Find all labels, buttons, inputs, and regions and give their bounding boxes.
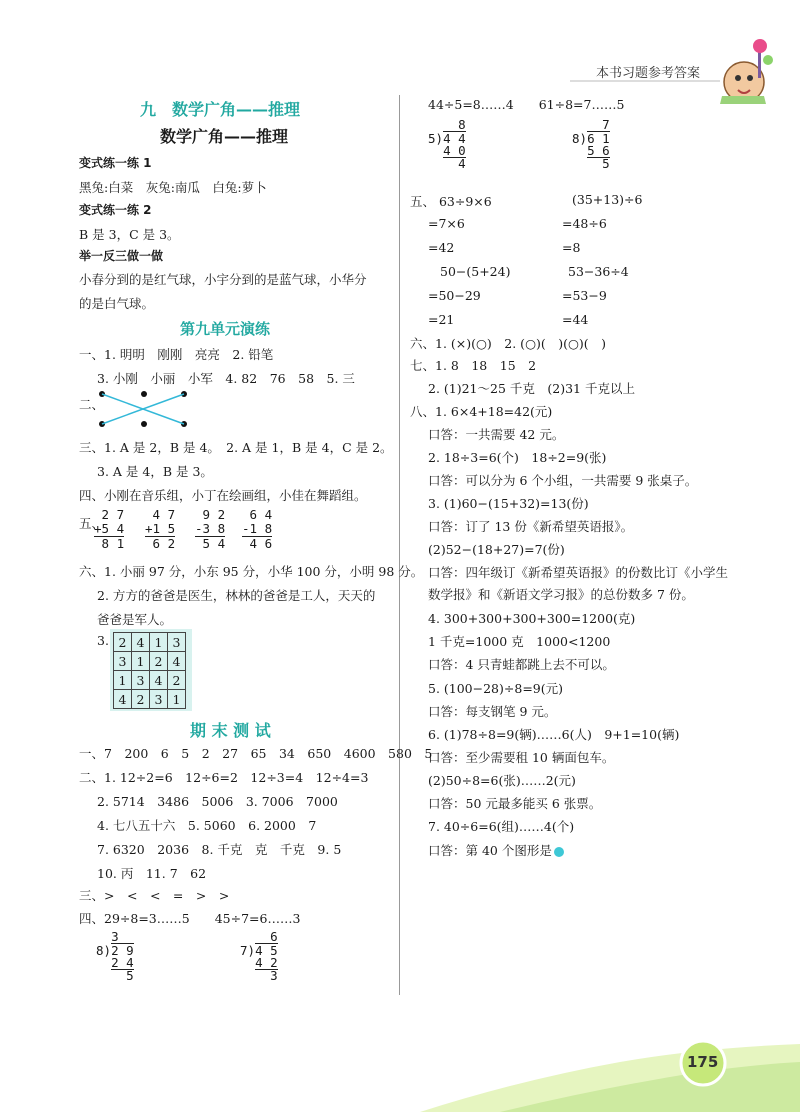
f2-line-2: 2. 5714 3486 5006 3. 7006 7000: [97, 794, 338, 809]
calc-top: 2 7: [101, 507, 125, 522]
f2-line-1: 二、1. 12÷2=6 12÷6=2 12÷3=4 12÷4=3: [79, 770, 369, 785]
number-grid: [113, 632, 186, 709]
r8-line-14: 口答：每支钢笔 9 元。: [428, 704, 557, 719]
calc-result: 6 2: [145, 536, 175, 551]
r5-b3: =8: [562, 240, 581, 255]
u1-line-1: 一、1. 明明 刚刚 亮亮 2. 铅笔: [79, 347, 274, 362]
u1-line-2: 3. 小刚 小丽 小军 4. 82 76 58 5. 三: [97, 371, 355, 386]
long-division-3: 8 5)4 4 4 0 4: [428, 117, 466, 171]
f2-line-4: 7. 6320 2036 8. 千克 克 千克 9. 5: [97, 842, 342, 857]
product: 4 0: [443, 143, 466, 158]
unit-title: 第九单元演练: [180, 320, 271, 338]
f4-line: 四、29÷8=3……5 45÷7=6……3: [79, 911, 301, 926]
remainder: 4: [458, 156, 466, 171]
chapter-title: 九 数学广角——推理: [140, 100, 301, 119]
s3-text-1: 小春分到的是红气球，小宇分到的是蓝气球，小华分: [79, 272, 367, 287]
dividend: 2 9: [111, 943, 134, 958]
grid-cell: 1: [132, 652, 150, 671]
r8-line-6: 口答：订了 13 份《新希望英语报》。: [428, 519, 634, 534]
grid-cell: 1: [150, 633, 168, 652]
r5-d2: =53−9: [562, 288, 607, 303]
grid-cell: 2: [114, 633, 132, 652]
quotient: 3: [111, 929, 119, 944]
grid-cell: 4: [168, 652, 186, 671]
r8-line-11: 1 千克=1000 克 1000<1200: [428, 634, 611, 649]
vertical-calc-4: [242, 508, 272, 551]
r5-a3: =42: [428, 240, 455, 255]
r5-a1: 五、 63÷9×6: [410, 194, 492, 209]
r8-line-1: 八、1. 6×4+18=42(元): [410, 404, 553, 419]
r8-line-8: 口答：四年级订《新希望英语报》的份数比订《小学生: [428, 565, 729, 580]
r8-line-16: 口答：至少需要租 10 辆面包车。: [428, 750, 615, 765]
calc-operand: -1 8: [242, 521, 273, 536]
bottom-wave-decoration: [0, 1010, 800, 1112]
s1-label: 变式练一练 1: [79, 156, 152, 170]
s1-text: 黑兔:白菜 灰兔:南瓜 白兔:萝卜: [79, 180, 267, 195]
r8-line-4: 口答：可以分为 6 个小组，一共需要 9 张桌子。: [428, 473, 698, 488]
s2-label: 变式练一练 2: [79, 203, 152, 217]
remainder: 5: [602, 156, 610, 171]
u3-line-1: 三、1. A 是 2，B 是 4。 2. A 是 1，B 是 4，C 是 2。: [79, 440, 393, 455]
r8-line-18: 口答：50 元最多能买 6 张票。: [428, 796, 602, 811]
r8-line-9: 数学报》和《新语文学习报》的总份数多 7 份。: [428, 587, 694, 602]
calc-top: 4 7: [152, 507, 176, 522]
grid-cell: 4: [114, 690, 132, 709]
r7-line-1: 七、1. 8 18 15 2: [410, 358, 537, 373]
remainder: 5: [126, 968, 134, 983]
u6-line-3: 爸爸是军人。: [97, 612, 173, 627]
calc-top: 6 4: [249, 507, 273, 522]
circle-shape-icon: [554, 847, 564, 857]
mascot-icon: [716, 30, 780, 106]
column-divider: [399, 95, 400, 995]
grid-cell: 2: [132, 690, 150, 709]
product: 2 4: [111, 955, 134, 970]
u6-3-label: 3.: [97, 633, 109, 648]
r5-b1: (35+13)÷6: [572, 192, 643, 207]
calc-operand: -3 8: [195, 521, 226, 536]
grid-cell: 2: [168, 671, 186, 690]
dividend: 4 5: [255, 943, 278, 958]
grid-cell: 3: [114, 652, 132, 671]
calc-result: 5 4: [195, 536, 225, 551]
r8-line-12: 口答：4 只青蛙都跳上去不可以。: [428, 657, 615, 672]
header-title: 本书习题参考答案: [596, 66, 701, 81]
calc-operand: +5 4: [94, 521, 125, 536]
grid-cell: 3: [150, 690, 168, 709]
r5-c2: =50−29: [428, 288, 481, 303]
s3-label: 举一反三做一做: [79, 249, 164, 263]
divisor: 5: [428, 131, 436, 146]
f2-line-5: 10. 丙 11. 7 62: [97, 866, 207, 881]
vertical-calc-3: [195, 508, 225, 551]
r8-line-13: 5. (100−28)÷8=9(元): [428, 681, 563, 696]
grid-cell: 3: [168, 633, 186, 652]
remainder: 3: [270, 968, 278, 983]
dividend: 4 4: [443, 131, 466, 146]
divisor: 7: [240, 943, 248, 958]
calc-result: 8 1: [94, 536, 124, 551]
grid-cell: 1: [168, 690, 186, 709]
grid-cell: 4: [132, 633, 150, 652]
s3-text-2: 的是白气球。: [79, 296, 155, 311]
r8-line-7: (2)52−(18+27)=7(份): [428, 542, 565, 557]
long-division-2: 6 7)4 5 4 2 3: [240, 929, 278, 983]
page-number: 175: [687, 1053, 719, 1071]
divisor: 8: [572, 131, 580, 146]
calc-result: 4 6: [242, 536, 272, 551]
r8-line-20: [428, 841, 564, 859]
r8-line-17: (2)50÷8=6(张)……2(元): [428, 773, 576, 788]
dividend: 6 1: [587, 131, 610, 146]
r5-d1: 53−36÷4: [568, 264, 629, 279]
final-title: 期 末 测 试: [190, 721, 271, 740]
u6-line-1: 六、1. 小丽 97 分，小东 95 分，小华 100 分，小明 98 分。: [79, 564, 424, 579]
calc-operand: +1 5: [145, 521, 176, 536]
u5-label: 五、: [79, 516, 105, 531]
r5-d3: =44: [562, 312, 589, 327]
s2-text: B 是 3，C 是 3。: [79, 227, 180, 242]
r5-b2: =48÷6: [562, 216, 607, 231]
section-title: 数学广角——推理: [160, 127, 289, 146]
answer-text: 口答：第 40 个图形是: [428, 843, 552, 858]
f3-line: 三、> < < = > >: [79, 888, 230, 903]
long-division-1: 3 8)2 9 2 4 5: [96, 929, 134, 983]
r8-line-5: 3. (1)60−(15+32)=13(份): [428, 496, 589, 511]
r7-line-2: 2. (1)21～25 千克 (2)31 千克以上: [428, 381, 635, 396]
matching-lines-diagram: [94, 386, 194, 432]
u3-line-2: 3. A 是 4，B 是 3。: [97, 464, 213, 479]
u4-line: 四、小刚在音乐组，小丁在绘画组，小佳在舞蹈组。: [79, 488, 367, 503]
quotient: 7: [602, 117, 610, 132]
divisor: 8: [96, 943, 104, 958]
r8-line-3: 2. 18÷3=6(个) 18÷2=9(张): [428, 450, 607, 465]
r1-line: 44÷5=8……4 61÷8=7……5: [428, 97, 625, 112]
r5-c1: 50−(5+24): [440, 264, 511, 279]
r6-line: 六、1. (×)(○) 2. (○)( )(○)( ): [410, 336, 607, 351]
product: 4 2: [255, 955, 278, 970]
product: 5 6: [587, 143, 610, 158]
grid-cell: 2: [150, 652, 168, 671]
r8-line-10: 4. 300+300+300+300=1200(克): [428, 611, 636, 626]
r8-line-19: 7. 40÷6=6(组)……4(个): [428, 819, 575, 834]
u6-line-2: 2. 方方的爸爸是医生，林林的爸爸是工人，天天的: [97, 588, 376, 603]
quotient: 6: [270, 929, 278, 944]
grid-cell: 3: [132, 671, 150, 690]
vertical-calc-2: [145, 508, 175, 551]
u2-label: 二、: [79, 397, 105, 412]
f1-line: 一、7 200 6 5 2 27 65 34 650 4600 580 5: [79, 746, 433, 761]
r8-line-15: 6. (1)78÷8=9(辆)……6(人) 9+1=10(辆): [428, 727, 680, 742]
grid-cell: 1: [114, 671, 132, 690]
long-division-4: 7 8)6 1 5 6 5: [572, 117, 610, 171]
calc-top: 9 2: [202, 507, 226, 522]
r5-a2: =7×6: [428, 216, 465, 231]
grid-cell: 4: [150, 671, 168, 690]
vertical-calc-1: [94, 508, 124, 551]
r5-c3: =21: [428, 312, 455, 327]
quotient: 8: [458, 117, 466, 132]
f2-line-3: 4. 七八五十六 5. 5060 6. 2000 7: [97, 818, 317, 833]
r8-line-2: 口答：一共需要 42 元。: [428, 427, 565, 442]
